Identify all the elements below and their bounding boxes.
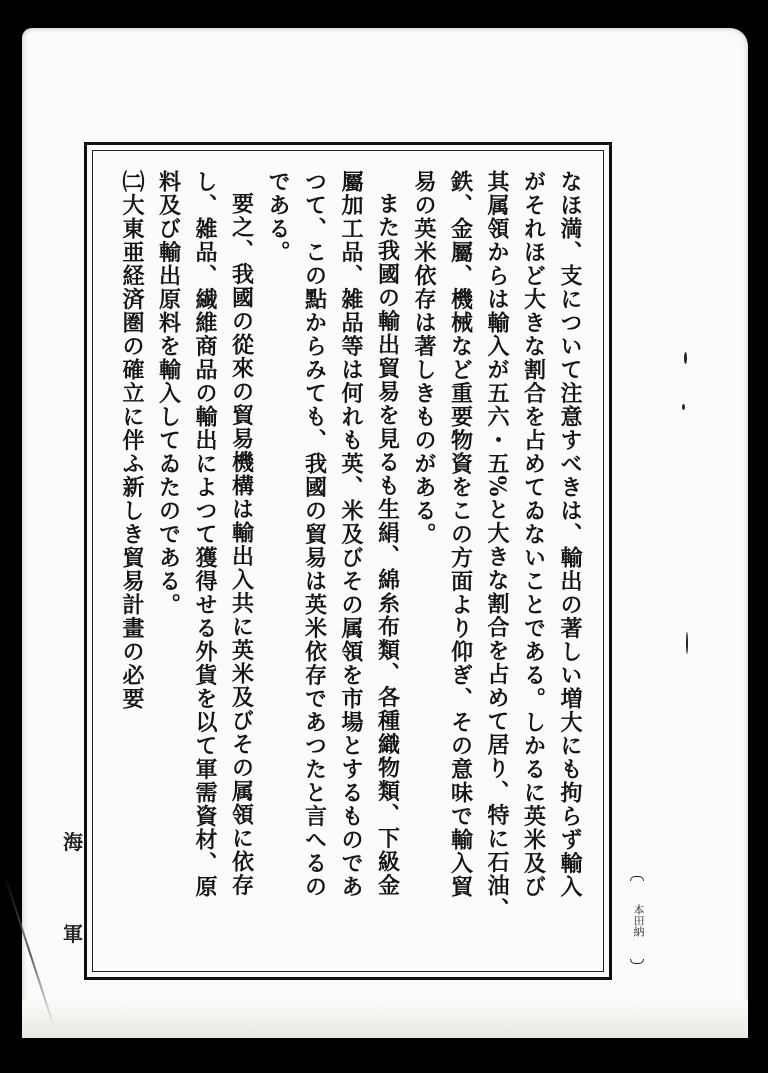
ink-speck (686, 632, 688, 654)
body-line: つて、この點からみても、我國の貿易は英米依存であつたと言へるの (301, 170, 328, 899)
section-heading: ㈡大東亜経済圏の確立に伴ふ新しき貿易計畫の必要 (119, 170, 145, 711)
body-line: 其属領からは輸入が五六・五%と大きな割合を占めて居り、特に石油、 (484, 170, 510, 921)
body-line: 屬加工品、雑品等は何れも英、米及びその属領を市場とするものであ (338, 170, 364, 899)
body-line: がそれほど大きな割合を占めてゐないことである。しかるに英米及び (520, 170, 547, 899)
body-line: 易の英米依存は著しきものがある。 (411, 170, 437, 546)
footer-char-gun: 軍 (63, 922, 83, 946)
footer-char-kai: 海 (63, 830, 83, 854)
ink-speck (682, 404, 685, 410)
body-line: 料及び輸出原料を輸入してゐたのである。 (155, 170, 182, 617)
body-line: 鉄、金屬、機械など重要物資をこの方面より仰ぎ、その意味で輸入貿 (447, 170, 474, 899)
body-line: また我國の輸出貿易を見るも生絹、綿糸布類、各種織物類、下級金 (374, 192, 401, 897)
body-line: 要之、我國の從來の貿易機構は輸出入共に英米及びその属領に依存 (228, 192, 255, 897)
page-edge-shadow (22, 1000, 748, 1038)
archive-side-label: 本田納 (626, 880, 646, 960)
body-line: である。 (265, 170, 291, 264)
document-body (108, 170, 588, 970)
body-line: し、雑品、繊維商品の輸出によつて獲得せる外貨を以て軍需資材、原 (192, 170, 218, 899)
body-line: なほ満、支について注意すべきは、輸出の著しい増大にも拘らず輸入 (557, 170, 583, 899)
ink-speck (684, 352, 687, 364)
